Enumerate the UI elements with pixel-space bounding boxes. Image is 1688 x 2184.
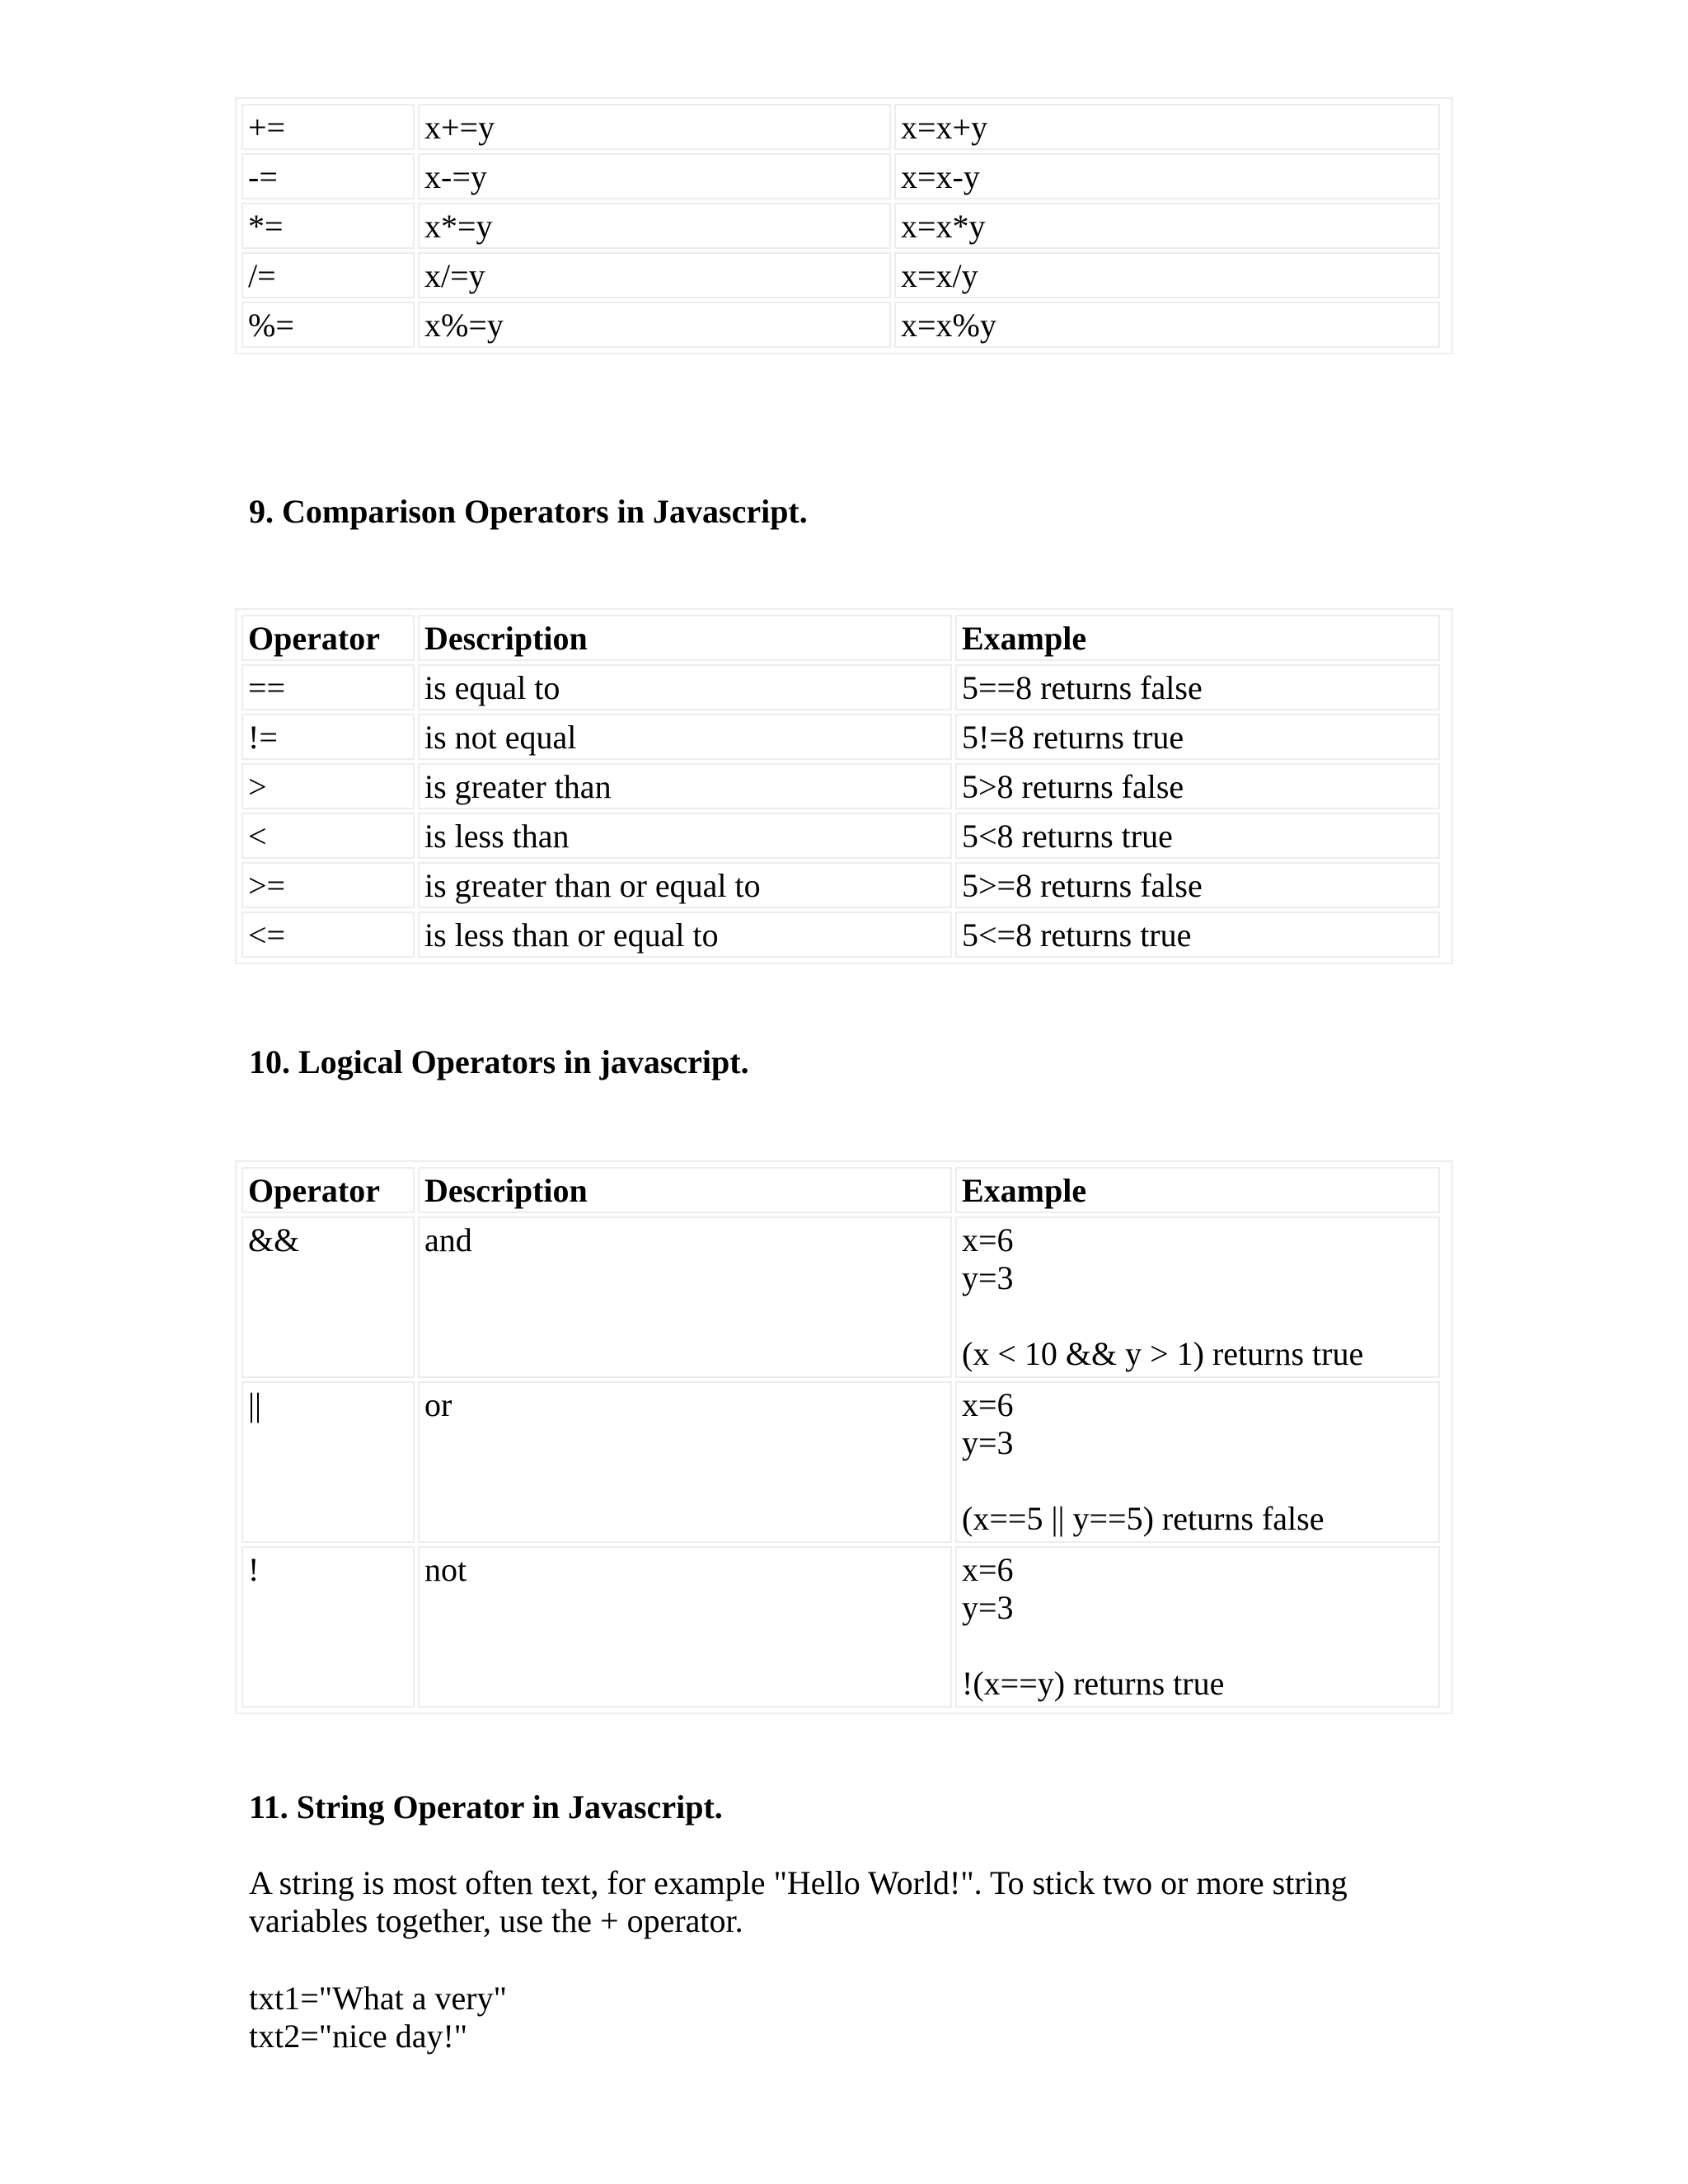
operator-cell: || [241, 1381, 415, 1543]
comparison-operators-heading: 9. Comparison Operators in Javascript. [249, 493, 808, 530]
same-as-cell: x=x+y [894, 104, 1440, 150]
table-row [240, 300, 1448, 349]
logical-operators-table [235, 1160, 1453, 1714]
table-row [240, 251, 1448, 300]
table-row [240, 663, 1448, 712]
table-row [240, 910, 1448, 959]
column-header: Example [955, 615, 1440, 661]
example-cell: 5!=8 returns true [955, 714, 1440, 760]
description-cell: is equal to [418, 664, 952, 710]
comparison-operators-table [235, 608, 1453, 964]
description-cell: and [418, 1216, 952, 1378]
table-row [240, 1544, 1448, 1709]
operator-cell: -= [241, 153, 415, 199]
operator-cell: > [241, 763, 415, 809]
example-cell: x*=y [418, 203, 891, 249]
operator-cell: < [241, 813, 415, 859]
description-cell: is greater than [418, 763, 952, 809]
description-cell: is less than or equal to [418, 912, 952, 958]
operator-cell: == [241, 664, 415, 710]
column-header: Example [955, 1167, 1440, 1213]
example-cell: 5==8 returns false [955, 664, 1440, 710]
operator-cell: /= [241, 252, 415, 298]
example-cell: x+=y [418, 104, 891, 150]
description-cell: not [418, 1546, 952, 1708]
table-row [240, 201, 1448, 251]
string-code-example: txt1="What a very" txt2="nice day!" [249, 1980, 507, 2055]
example-cell: 5<8 returns true [955, 813, 1440, 859]
table-row [240, 811, 1448, 860]
assignment-operators-table [235, 97, 1453, 354]
operator-cell: >= [241, 862, 415, 908]
same-as-cell: x=x*y [894, 203, 1440, 249]
table-row [240, 102, 1448, 152]
table-row [240, 1380, 1448, 1544]
example-cell: x%=y [418, 302, 891, 348]
operator-cell: *= [241, 203, 415, 249]
same-as-cell: x=x-y [894, 153, 1440, 199]
column-header: Description [418, 615, 952, 661]
example-cell: x-=y [418, 153, 891, 199]
description-cell: is less than [418, 813, 952, 859]
example-cell: x=6 y=3 (x < 10 && y > 1) returns true [955, 1216, 1440, 1378]
operator-cell: <= [241, 912, 415, 958]
operator-cell: %= [241, 302, 415, 348]
example-cell: x=6 y=3 !(x==y) returns true [955, 1546, 1440, 1708]
string-operator-heading: 11. String Operator in Javascript. [249, 1788, 723, 1825]
column-header: Description [418, 1167, 952, 1213]
example-cell: x/=y [418, 252, 891, 298]
same-as-cell: x=x/y [894, 252, 1440, 298]
table-row [240, 762, 1448, 811]
example-cell: 5>=8 returns false [955, 862, 1440, 908]
table-row [240, 152, 1448, 201]
table-row [240, 860, 1448, 910]
column-header: Operator [241, 615, 415, 661]
table-header-row [240, 613, 1448, 663]
column-header: Operator [241, 1167, 415, 1213]
description-cell: is not equal [418, 714, 952, 760]
operator-cell: += [241, 104, 415, 150]
description-cell: or [418, 1381, 952, 1543]
string-operator-paragraph: A string is most often text, for example "Hello World!". To stick two or more string variables together, use the + operator. [249, 1864, 1348, 1939]
example-cell: 5>8 returns false [955, 763, 1440, 809]
operator-cell: && [241, 1216, 415, 1378]
operator-cell: ! [241, 1546, 415, 1708]
table-header-row [240, 1165, 1448, 1215]
operator-cell: != [241, 714, 415, 760]
example-cell: 5<=8 returns true [955, 912, 1440, 958]
same-as-cell: x=x%y [894, 302, 1440, 348]
table-row [240, 1215, 1448, 1380]
example-cell: x=6 y=3 (x==5 || y==5) returns false [955, 1381, 1440, 1543]
description-cell: is greater than or equal to [418, 862, 952, 908]
table-row [240, 712, 1448, 762]
logical-operators-heading: 10. Logical Operators in javascript. [249, 1043, 749, 1080]
